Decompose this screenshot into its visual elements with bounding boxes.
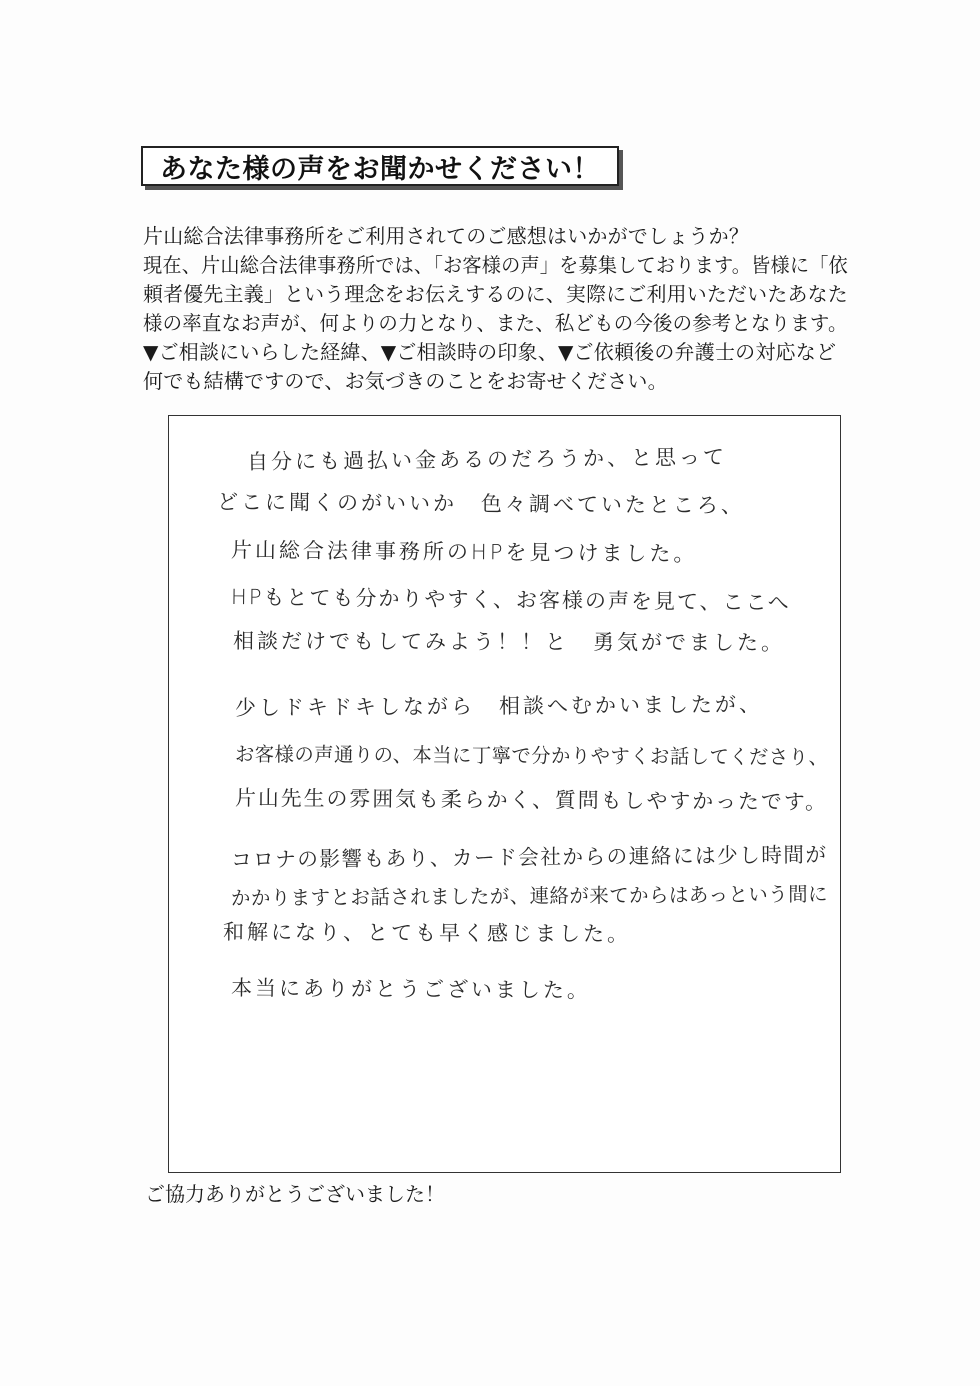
intro-paragraph bbox=[143, 222, 848, 396]
handwritten-comment-box bbox=[168, 415, 841, 1173]
handwritten-line: どこに聞くのがいいか 色々調べていたところ、 bbox=[216, 490, 746, 518]
closing-message: ご協力ありがとうございました！ bbox=[145, 1182, 445, 1206]
handwritten-line: 片山先生の雰囲気も柔らかく、質問もしやすかったです。 bbox=[234, 786, 828, 815]
handwritten-line: 少しドキドキしながら 相談へむかいましたが、 bbox=[234, 692, 764, 720]
handwritten-line: HPもとても分かりやすく、お客様の声を見て、ここへ bbox=[230, 585, 791, 615]
handwritten-line: 相談だけでもしてみよう！！と 勇気がでました。 bbox=[232, 629, 786, 655]
handwritten-line: 和解になり、とても早く感じました。 bbox=[222, 920, 632, 947]
intro-line: 現在、片山総合法律事務所では、「お客様の声」を募集しております。皆様に「依 bbox=[143, 253, 848, 277]
handwritten-line: 自分にも過払い金あるのだろうか、と思って bbox=[246, 444, 728, 474]
handwritten-line: 片山総合法律事務所のHPを見つけました。 bbox=[230, 538, 698, 567]
handwritten-line: お客様の声通りの、本当に丁寧で分かりやすくお話してくださり、 bbox=[234, 742, 829, 770]
page-title: あなた様の声をお聞かせください！ bbox=[160, 153, 600, 185]
intro-line: 何でも結構ですので、お気づきのことをお寄せください。 bbox=[143, 369, 668, 393]
intro-line: ▼ご相談にいらした経緯、▼ご相談時の印象、▼ご依頼後の弁護士の対応など bbox=[143, 340, 837, 364]
intro-line: 頼者優先主義」という理念をお伝えするのに、実際にご利用いただいたあなた bbox=[143, 282, 848, 306]
handwritten-line: コロナの影響もあり、カード会社からの連絡には少し時間が bbox=[230, 842, 828, 872]
handwritten-line: かかりますとお話されましたが、連絡が来てからはあっという間に bbox=[230, 881, 829, 910]
title-banner bbox=[141, 146, 619, 186]
intro-line: 様の率直なお声が、何よりの力となり、また、私どもの今後の参考となります。 bbox=[143, 311, 848, 335]
intro-line: 片山総合法律事務所をご利用されてのご感想はいかがでしょうか？ bbox=[143, 224, 749, 248]
handwritten-line: 本当にありがとうございました。 bbox=[230, 976, 592, 1003]
